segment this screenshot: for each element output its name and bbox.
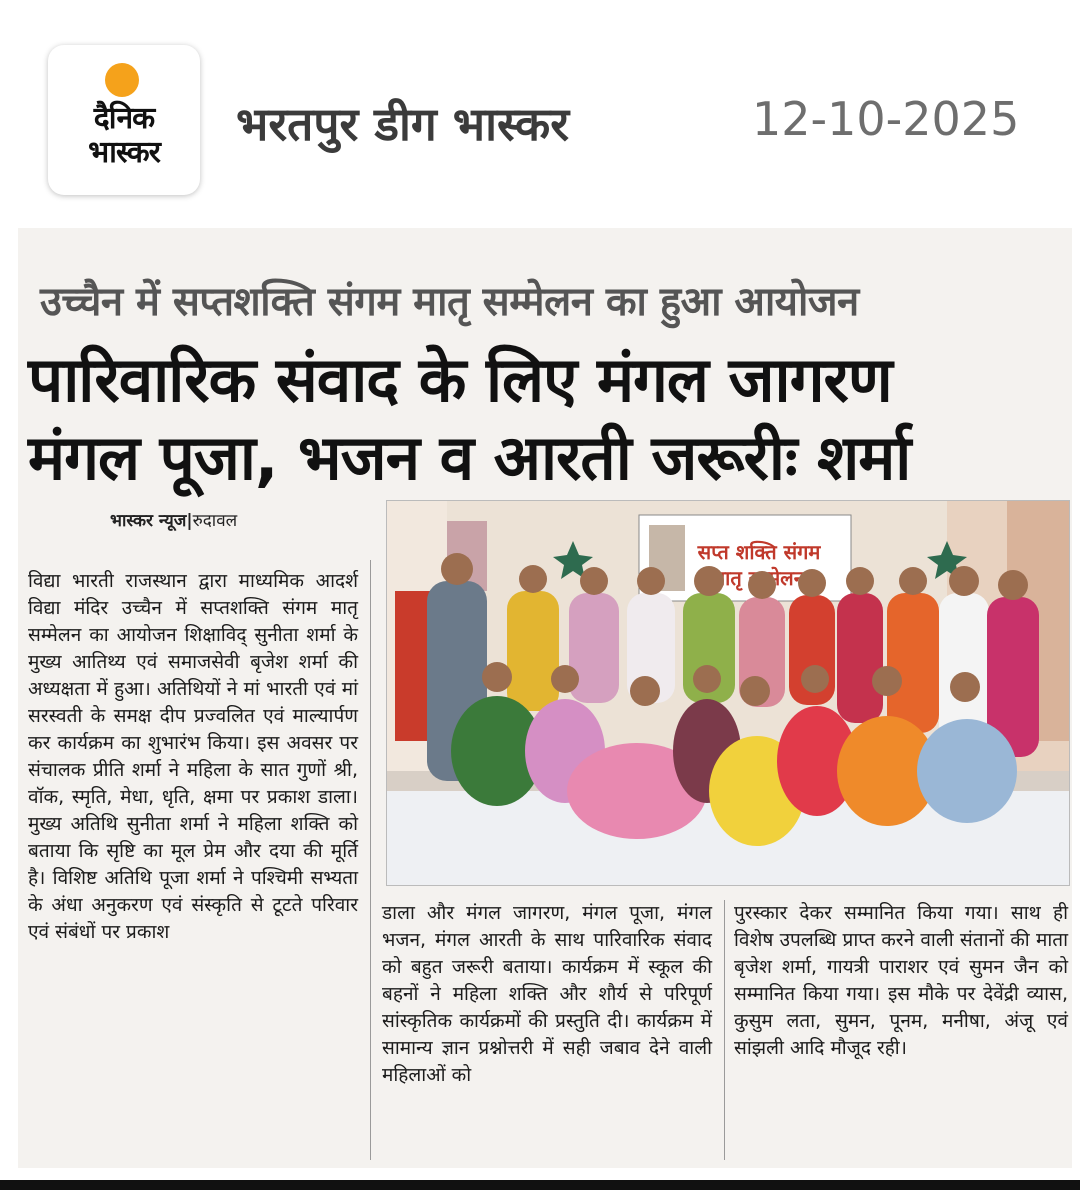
article-column-2: डाला और मंगल जागरण, मंगल पूजा, मंगल भजन, मंगल आरती के साथ पारिवारिक संवाद को बहुत जरूरी बताया। कार्यक्रम में स्कूल की बहनों ने महिला शक्ति और शौर्य से परिपूर्ण सांस्कृतिक कार्यक्रमों की प्रस्तुति दी। कार्यक्रम में सामान्य ज्ञान प्रश्नोत्तरी में सही जबाव देने वाली महिलाओं को [382,902,712,1086]
headline-line2: मंगल पूजा, भजन व आरती जरूरीः शर्मा [28,421,911,494]
byline-source: भास्कर न्यूज [110,511,187,531]
headline-line1: पारिवारिक संवाद के लिए मंगल जागरण [28,343,892,416]
event-photo [386,500,1070,886]
logo-text-line2: भास्कर [88,135,160,170]
article-column-3: पुरस्कार देकर सम्मानित किया गया। साथ ही विशेष उपलब्धि प्राप्त करने वाली संतानों की माता बृजेश शर्मा, गायत्री पाराशर एवं सुमन जैन को सम्मानित किया गया। इस मौके पर देवेंद्री व्यास, कुसुम लता, सुमन, पूनम, मनीषा, अंजू एवं सांझली आदि मौजूद रही। [734,902,1068,1059]
event-photo-illustration [387,501,1069,885]
banner-text-line1: सप्त शक्ति संगम [697,540,821,564]
dainik-bhaskar-logo [48,45,200,195]
banner-text-line2: मातृ सम्मेलन [713,566,805,590]
bottom-bar [0,1180,1080,1190]
article-column-1: विद्या भारती राजस्थान द्वारा माध्यमिक आदर्श विद्या मंदिर उच्चैन में सप्तशक्ति संगम मातृ सम्मेलन का आयोजन शिक्षाविद् सुनीता शर्मा के मुख्य आतिथ्य एवं समाजसेवी बृजेश शर्मा की अध्यक्षता में हुआ। अतिथियों ने मां भारती एवं मां सरस्वती के समक्ष दीप प्रज्वलित एवं माल्यार्पण कर कार्यक्रम का शुभारंभ किया। इस अवसर पर संचालक प्रीति शर्मा ने महिला के सात गुणों श्री, वॉक, स्मृति, मेधा, धृति, क्षमा पर प्रकाश डाला। मुख्य अतिथि सुनीता शर्मा ने महिला शक्ति को बताया कि सृष्टि का मूल प्रेम और दया की मूर्ति है। विशिष्ट अतिथि पूजा शर्मा ने पश्चिमी सभ्यता के अंधा अनुकरण एवं संस्कृति से टूटते परिवार एवं संबंधों पर प्रकाश [28,570,358,943]
edition-name: भरतपुर डीग भास्कर [236,97,570,151]
column-divider [724,900,725,1160]
header-bar [0,0,1080,220]
byline: भास्कर न्यूज|रुदावल [110,511,238,531]
publication-date: 12-10-2025 [752,92,1020,146]
article-kicker: उच्चैन में सप्तशक्ति संगम मातृ सम्मेलन का हुआ आयोजन [40,279,859,325]
byline-place: रुदावल [192,511,238,531]
logo-text-line1: दैनिक [93,101,155,136]
column-divider [370,560,371,1160]
logo-sun-icon [105,63,139,97]
